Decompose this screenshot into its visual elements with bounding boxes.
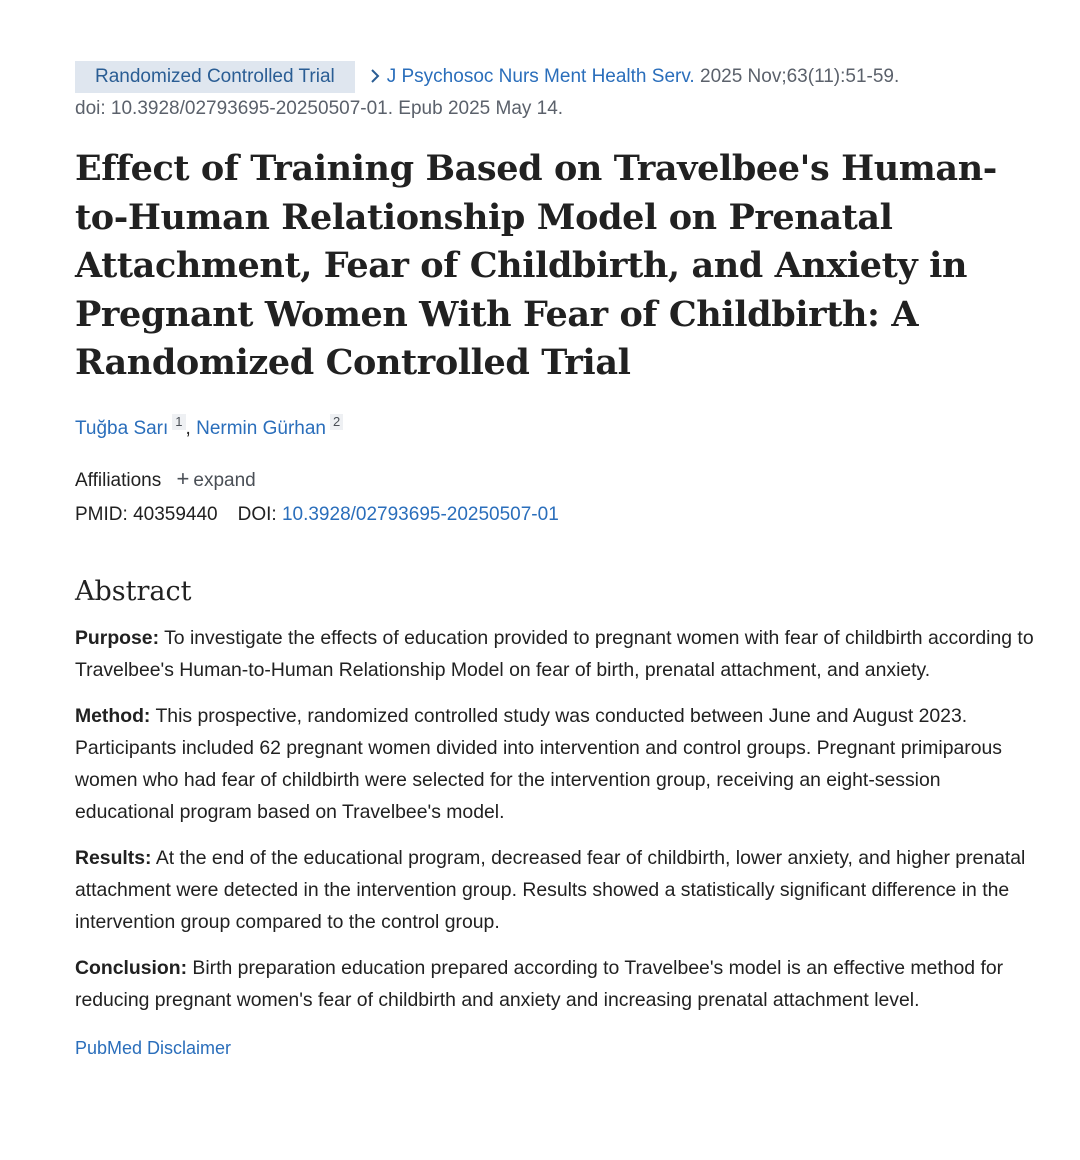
abstract-section-label: Purpose: (75, 626, 160, 649)
affiliation-ref[interactable]: 1 (172, 414, 185, 430)
doi-label: DOI: (237, 503, 277, 525)
expand-label: expand (193, 469, 256, 491)
pmid-value: 40359440 (133, 503, 218, 525)
abstract-section-label: Conclusion: (75, 956, 188, 979)
article-identifiers (75, 500, 1035, 530)
pubmed-disclaimer-link[interactable]: PubMed Disclaimer (75, 1037, 232, 1058)
affiliation-ref[interactable]: 2 (330, 414, 343, 430)
pmid-label: PMID: (75, 503, 128, 525)
abstract-section-text: To investigate the effects of education provided to pregnant women with fear of childbirth according to Travelbee's Human-to-Human Relationship Model on fear of birth, prenatal attachment, and anxiety. (75, 626, 1034, 681)
article-title: Effect of Training Based on Travelbee's Human-to-Human Relationship Model on Prenatal Attachment, Fear of Childbirth, and Anxiety in Pregnant Women With Fear of Childbirth: A Randomized Controlled Trial (75, 148, 997, 383)
abstract-section-label: Results: (75, 846, 152, 869)
chevron-right-icon (369, 61, 381, 93)
authors-list (75, 414, 1035, 444)
affiliations-row (75, 464, 1035, 496)
abstract-section-label: Method: (75, 704, 151, 727)
doi-link[interactable]: 10.3928/02793695-20250507-01 (281, 503, 559, 525)
author-separator: , (185, 417, 191, 439)
abstract-section-text: This prospective, randomized controlled study was conducted between June and August 2023. Participants included 62 pregnant women divided into intervention and control groups. Pregnant primiparous women who had fear of childbirth were selected for the intervention group, receiving an eight-session educational program based on Travelbee's model. (75, 704, 1003, 823)
author-link[interactable]: Nermin Gürhan (196, 417, 326, 439)
publication-type-badge[interactable]: Randomized Controlled Trial (75, 61, 355, 93)
author-link[interactable]: Tuğba Sarı (75, 417, 169, 439)
citation-date: 2025 Nov;63(11):51-59. (700, 66, 900, 87)
article-details (75, 61, 1035, 1062)
abstract-section-text: Birth preparation education prepared according to Travelbee's model is an effective method for reducing pregnant women's fear of childbirth and anxiety and increasing prenatal attachment level. (75, 956, 1004, 1011)
citation-doi-epub: doi: 10.3928/02793695-20250507-01. Epub 2025 May 14. (75, 98, 564, 119)
abstract-heading: Abstract (75, 575, 192, 607)
abstract-conclusion (75, 952, 1035, 1016)
abstract-purpose (75, 622, 1035, 686)
journal-link[interactable]: J Psychosoc Nurs Ment Health Serv. (386, 66, 695, 87)
abstract-method (75, 700, 1035, 828)
abstract-results (75, 842, 1035, 938)
affiliations-expand-button[interactable] (176, 465, 256, 491)
plus-icon: + (176, 465, 190, 491)
abstract-content (75, 622, 1035, 1016)
article-citation (75, 61, 1035, 125)
abstract-section-text: At the end of the educational program, decreased fear of childbirth, lower anxiety, and higher prenatal attachment were detected in the intervention group. Results showed a statistically significant difference in the intervention group compared to the control group. (75, 846, 1026, 933)
affiliations-label: Affiliations (75, 469, 162, 491)
